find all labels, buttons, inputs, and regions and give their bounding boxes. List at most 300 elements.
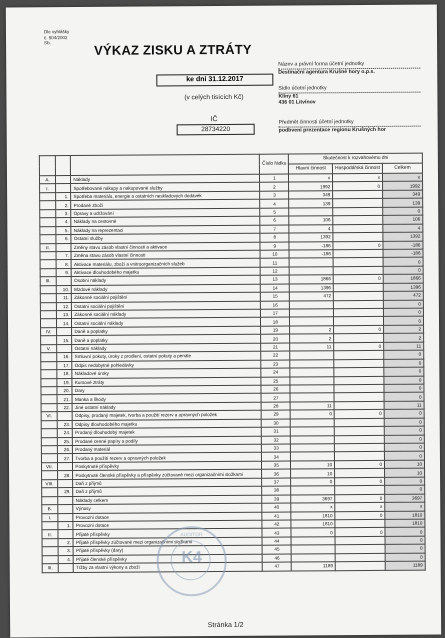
row-section [41,420,57,429]
row-description: Nákladové úroky [72,368,261,378]
row-section [40,252,56,261]
row-description: Ostatní náklady [72,343,261,353]
row-description: Ostatní služby [71,233,260,243]
row-section [40,193,56,202]
row-main-value: 0 [291,528,335,537]
row-line-number: 17 [261,309,290,318]
row-line-number: 21 [261,343,290,352]
row-item-number: 2. [56,201,72,210]
row-economic-value [335,562,385,571]
row-item-number: 3. [56,209,72,218]
row-item-number: 21. [57,395,73,404]
row-description: Osobní náklady [72,275,261,285]
row-line-number: 29 [261,410,290,419]
row-section [41,353,57,362]
row-description: Daně a poplatky [72,335,261,345]
row-item-number: 20. [57,386,73,395]
row-section: I. [42,513,58,522]
row-main-value: 10 [291,469,335,478]
row-section [41,336,57,345]
row-section [42,538,58,547]
row-description: Ostatní sociální náklady [72,318,261,328]
row-description: Náklady na reprezentaci [71,225,260,235]
row-main-value: 1810 [291,511,335,520]
row-item-number: 1. [58,521,74,530]
row-section [40,226,56,235]
row-item-number [58,505,74,514]
row-section [42,555,58,564]
row-total-value: 1810 [385,519,425,528]
row-economic-value: 0 [335,511,385,520]
row-line-number: 6 [260,216,289,225]
header-row-number: Číslo řádku [260,154,289,174]
row-description: Přijaté příspěvky (dary) [73,545,262,555]
row-total-value: -186 [383,241,423,250]
row-section [40,235,56,244]
header-economic-activity: Hospodářská činnost [333,163,383,173]
stamp-ring-text: AUDITOR [180,532,203,539]
row-section [41,378,57,387]
row-main-value [291,486,335,495]
entity-address-line: Klíny 61 [278,92,299,100]
row-item-number [57,412,73,421]
row-economic-value [334,367,384,376]
row-section [41,395,57,404]
row-economic-value [334,384,384,393]
row-main-value: 1866 [290,275,334,284]
row-main-value [290,368,334,377]
row-section: I. [40,184,56,193]
row-total-value: 0 [384,384,424,393]
row-main-value: 1189 [292,562,336,571]
row-main-value: 139 [289,199,333,208]
row-description: Kursové ztráty [72,377,261,387]
row-description: Odpis nedobytné pohledávky [72,360,261,370]
row-description: Manka a škody [72,394,261,404]
row-main-value [290,376,334,385]
row-economic-value: 0 [334,410,384,419]
row-item-number: 28. [57,471,73,480]
income-statement-table [39,153,426,573]
row-description: Poskytnuté členské příspěvky a příspěvky zúčtované mezi organizačními složkami [73,470,262,480]
entity-activity-block [279,119,421,134]
row-item-number [55,176,71,185]
row-section: VI. [41,412,57,421]
row-item-number: 11. [56,294,72,303]
row-total-value: 0 [383,257,423,266]
row-section [40,311,56,320]
row-description: Daň z příjmů [73,478,262,488]
row-description: Provozní dotace [73,512,262,522]
row-line-number: 14 [260,284,289,293]
row-total-value: 0 [383,207,423,216]
row-item-number: 17. [57,361,73,370]
row-description: Výnosy [73,503,262,513]
row-total-value: 0 [384,418,424,427]
row-line-number: 46 [262,554,291,563]
row-line-number: 44 [262,537,291,546]
row-total-value: 1392 [383,232,423,241]
row-description: Odpisy dlouhodobého majetku [73,419,262,429]
row-total-value: 0 [384,443,424,452]
row-description: Smluvní pokuty, úroky z prodlení, ostatní pokuty a penále [72,351,261,361]
row-section [42,471,58,480]
row-item-number [58,513,74,522]
row-economic-value [335,519,385,528]
row-line-number: 35 [262,461,291,470]
row-total-value: 4 [383,224,423,233]
row-total-value: 0 [385,553,425,562]
row-description: Mzdové náklady [72,284,261,294]
row-main-value [290,351,334,360]
row-item-number: 1. [56,192,72,201]
row-main-value [291,427,335,436]
row-economic-value [333,249,383,258]
row-description: Náklady na cestovné [71,216,260,226]
row-main-value: 472 [290,292,334,301]
row-total-value: 10 [384,460,424,469]
row-economic-value [334,308,384,317]
row-section [40,268,56,277]
row-total-value: 10 [385,468,425,477]
row-total-value: 472 [383,291,423,300]
law-line: Dle vyhlášky [43,29,70,35]
row-total-value: x [382,173,422,182]
row-item-number: 22. [57,403,73,412]
row-section [42,488,58,497]
row-economic-value [334,292,384,301]
row-economic-value: 0 [335,477,385,486]
row-line-number: 10 [260,250,289,259]
row-economic-value [333,216,383,225]
row-economic-value [335,469,385,478]
row-economic-value: x [333,173,383,182]
row-line-number: 41 [262,512,291,521]
row-total-value: 1992 [383,182,423,191]
row-total-value: 0 [384,367,424,376]
row-section [40,260,56,269]
document-page [6,5,441,638]
row-section [41,454,57,463]
row-main-value: 11 [291,402,335,411]
row-line-number: 45 [262,545,291,554]
row-section [40,285,56,294]
ico-value: 28734220 [177,124,255,136]
row-main-value [290,267,334,276]
row-total-value: 349 [383,190,423,199]
row-economic-value [335,536,385,545]
row-line-number: 22 [261,351,290,360]
row-section [40,294,56,303]
row-item-number [58,496,74,505]
entity-address-block [278,85,420,106]
entity-name-label: Název a právní forma účetní jednotky [278,61,420,69]
row-total-value: 0 [384,426,424,435]
row-main-value: 3697 [291,494,335,503]
row-item-number: 7. [56,251,72,260]
row-total-value: 1810 [385,511,425,520]
row-section [41,446,57,455]
row-item-number [58,530,74,539]
row-section [41,361,57,370]
row-section [40,218,56,227]
row-section: B. [42,505,58,514]
row-main-value [292,553,336,562]
row-total-value: 0 [385,544,425,553]
row-economic-value: 0 [333,182,383,191]
row-total-value: 0 [385,485,425,494]
row-main-value [291,418,335,427]
row-description: Prodaný materiál [73,444,262,454]
row-section: V. [41,344,57,353]
row-main-value: 4 [289,224,333,233]
row-main-value: -186 [289,241,333,250]
row-section: VII. [41,463,57,472]
row-total-value: 0 [385,527,425,536]
row-section [42,547,58,556]
row-item-number: 4. [56,218,72,227]
row-main-value [291,537,335,546]
row-item-number: 26. [57,446,73,455]
entity-address-label: Sídlo účetní jednotky [278,85,420,93]
row-line-number: 19 [261,326,290,335]
header-total: Celkem [382,163,422,173]
row-section: II. [40,243,56,252]
row-line-number: 31 [261,427,290,436]
row-main-value: x [291,503,335,512]
row-item-number: 10. [56,285,72,294]
law-line: č. 504/2002 [43,34,68,40]
row-line-number: 3 [260,191,289,200]
row-line-number: 32 [262,436,291,445]
row-economic-value [335,452,385,461]
row-economic-value [333,207,383,216]
row-economic-value [334,401,384,410]
row-total-value: 0 [383,308,423,317]
row-economic-value [334,351,384,360]
row-section [41,429,57,438]
row-description: Prodané zboží [71,200,260,210]
row-item-number: 2. [58,538,74,547]
row-item-number [58,564,74,573]
row-line-number: 23 [261,360,290,369]
row-economic-value: 0 [335,460,385,469]
entity-name-block [278,61,420,76]
row-economic-value [334,334,384,343]
units-note: (v celých tisících Kč) [184,93,244,102]
header-main-activity: Hlavní činnost [289,164,333,174]
row-total-value: 1866 [383,274,423,283]
row-section: A. [39,176,55,185]
row-line-number: 38 [262,486,291,495]
row-total-value: 0 [384,435,424,444]
row-line-number: 42 [262,520,291,529]
row-total-value: 0 [384,359,424,368]
row-main-value: 1396 [290,283,334,292]
row-item-number: 13. [56,311,72,320]
row-section [40,209,56,218]
row-line-number: 43 [262,528,291,537]
row-economic-value [334,393,384,402]
row-item-number: 23. [57,420,73,429]
row-line-number: 4 [260,199,289,208]
row-description: Jiné ostatní náklady [72,402,261,412]
row-economic-value: 0 [334,342,384,351]
row-line-number: 34 [262,452,291,461]
row-item-number: 24. [57,429,73,438]
auditor-stamp [156,526,226,596]
header-actual: Skutečnost k rozvahovému dni [289,153,423,164]
row-economic-value [335,486,385,495]
entity-activity-label: Předmět činnosti účetní jednotky [279,119,421,127]
row-line-number: 30 [261,419,290,428]
row-description: Spotřeba materiálu, energie a ostatních neskladových dodávek [71,191,260,201]
row-main-value [289,207,333,216]
row-description: Ostatní sociální pojištění [72,301,261,311]
row-total-value: 0 [384,392,424,401]
row-section [42,522,58,531]
row-section [41,437,57,446]
row-main-value [291,435,335,444]
row-economic-value [334,317,384,326]
row-line-number: 1 [260,174,289,183]
row-line-number: 13 [260,275,289,284]
row-item-number [56,243,72,252]
row-total-value: 0 [383,317,423,326]
row-section [41,387,57,396]
row-economic-value [335,545,385,554]
row-description: Přijaté příspěvky [73,529,262,539]
row-total-value: 0 [384,376,424,385]
row-total-value: 3697 [385,494,425,503]
row-economic-value [333,199,383,208]
row-main-value: x [289,174,333,183]
row-total-value: 1189 [385,561,425,570]
row-main-value: 11 [290,342,334,351]
row-economic-value [334,376,384,385]
row-line-number: 18 [261,317,290,326]
row-item-number: 5. [56,226,72,235]
entity-name-value: Destinační agentura Krušné hory o.p.s. [278,68,375,76]
page-number: Stránka 1/2 [207,621,244,630]
row-description: Tržby za vlastní výkony a zboží [74,562,263,572]
row-main-value: 0 [291,477,335,486]
row-section [40,319,56,328]
row-economic-value [333,224,383,233]
row-economic-value [333,258,383,267]
row-line-number: 28 [261,402,290,411]
row-line-number: 7 [260,225,289,234]
row-line-number: 12 [260,267,289,276]
row-line-number: 16 [261,301,290,310]
row-description: Daň z příjmů [73,486,262,496]
row-economic-value: 0 [333,241,383,250]
row-description: Přijaté příspěvky zúčtované mezi organizačními složkami [73,537,262,547]
row-economic-value [334,359,384,368]
row-total-value: 11 [384,342,424,351]
entity-address-line: 436 01 Litvínov [278,99,316,106]
row-line-number: 33 [262,444,291,453]
row-economic-value [335,553,385,562]
row-total-value: x [385,502,425,511]
row-line-number: 20 [261,334,290,343]
row-item-number: 27. [57,454,73,463]
row-description: Prodané cenné papíry a podíly [73,436,262,446]
row-description: Náklady celkem [73,495,262,505]
row-main-value [290,258,334,267]
row-description: Spotřebované nákupy a nakupované služby [71,183,260,193]
row-total-value: 2 [384,325,424,334]
row-line-number: 5 [260,208,289,217]
row-total-value: 0 [383,300,423,309]
row-line-number: 11 [260,258,289,267]
row-item-number: 12. [56,302,72,311]
row-main-value [290,385,334,394]
row-line-number: 40 [262,503,291,512]
row-item-number: 9. [56,268,72,277]
row-main-value: 2 [290,334,334,343]
row-main-value: 1810 [291,520,335,529]
row-description: Zákonné sociální pojištění [72,292,261,302]
row-section: III. [40,277,56,286]
row-item-number: 8. [56,260,72,269]
row-total-value: 2 [384,333,424,342]
row-line-number: 37 [262,478,291,487]
row-section [41,370,57,379]
row-item-number: 25. [57,437,73,446]
entity-activity-value: podbvení prezentace regionu Krušných hor [278,126,386,134]
row-economic-value [333,190,383,199]
law-reference [44,29,69,46]
row-item-number [57,462,73,471]
row-item-number: 15. [57,336,73,345]
row-main-value: 0 [291,410,335,419]
row-item-number [57,344,73,353]
row-description: Provozní dotace [73,520,262,530]
row-line-number: 27 [261,393,290,402]
row-total-value: -186 [383,249,423,258]
row-main-value: 349 [289,191,333,200]
row-item-number: 6. [56,235,72,244]
row-item-number [56,327,72,336]
report-date: ke dni 31.12.2017 [156,74,273,87]
row-section [41,403,57,412]
row-total-value: 0 [385,477,425,486]
row-total-value: 11 [384,401,424,410]
row-item-number [56,277,72,286]
row-main-value: 1992 [289,182,333,191]
row-section: III. [42,564,58,573]
row-total-value: 0 [384,350,424,359]
row-item-number [55,184,71,193]
row-total-value: 0 [385,536,425,545]
row-description: Dary [72,385,261,395]
ico-label: IČ [210,116,218,124]
row-item-number: 18. [57,370,73,379]
row-description: Opravy a udržování [71,208,260,218]
row-line-number: 26 [261,385,290,394]
row-description: Změna stavu zásob vlastní činnosti [71,250,260,260]
row-item-number: 14. [56,319,72,328]
row-item-number: 4. [58,555,74,564]
row-line-number: 47 [262,562,291,571]
row-description: Změny stavu zásob vlastní činnosti a aktivace [71,242,260,252]
row-economic-value [335,435,385,444]
row-economic-value [334,418,384,427]
row-line-number: 36 [262,469,291,478]
row-main-value [291,452,335,461]
row-description: Daně a poplatky [72,326,261,336]
